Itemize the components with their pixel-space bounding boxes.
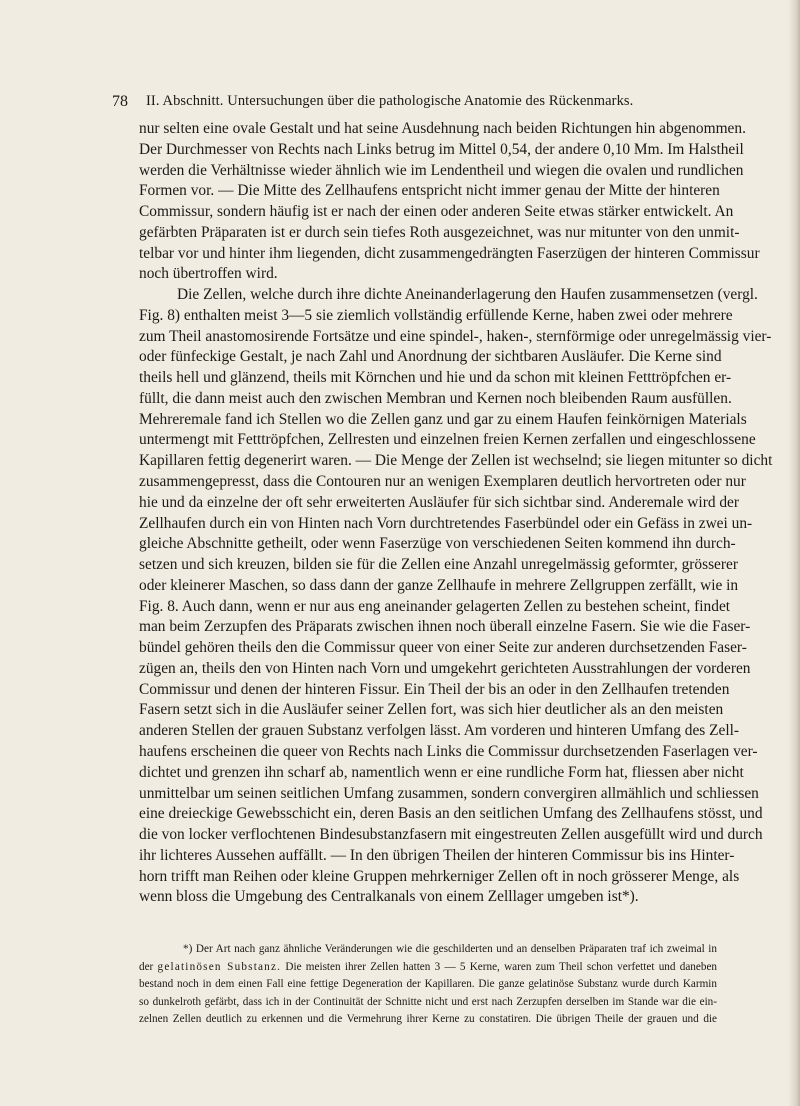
text-line: zügen an, theils den von Hinten nach Vorn und umgekehrt gerichteten Ausstrahlungen der vorderen: [139, 659, 751, 677]
text-line: Formen vor. — Die Mitte des Zellhaufens entspricht nicht immer genau der Mitte der hinteren: [139, 182, 720, 200]
text-line: eine dreieckige Gewebsschicht ein, deren Basis an den seitlichen Umfang des Zellhaufens stösst, und: [139, 805, 763, 823]
footnote-line: [139, 959, 717, 977]
footnote-line: [139, 941, 717, 959]
text-line: Fasern setzt sich in die Ausläufer seiner Zellen fort, was sich hier deutlicher als an den meisten: [139, 701, 724, 719]
text-line: zum Theil anastomosirende Fortsätze und eine spindel-, haken-, sternförmige oder unregelmässig vier-: [139, 327, 772, 345]
text-line: haufens erscheinen die queer von Rechts nach Links die Commissur durchsetzenden Faserlagen ver-: [139, 742, 758, 760]
footnote-line: so dunkelroth gefärbt, dass ich in der Continuität der Schnitte nicht und erst nach Zerzupfen derselben im Stande war die ein-: [139, 995, 717, 1008]
running-title: II. Abschnitt. Untersuchungen über die pathologische Anatomie des Rückenmarks.: [146, 93, 634, 109]
text-line: Zellhaufen durch ein von Hinten nach Vorn durchtretendes Faserbündel oder ein Gefäss in zwei un-: [139, 514, 753, 532]
page-number: 78: [112, 93, 128, 110]
text-line: Commissur und denen der hinteren Fissur. Ein Theil der bis an oder in den Zellhaufen tretenden: [139, 680, 730, 698]
text-line: telbar vor und hinter ihm liegenden, dicht zusammengedrängten Faserzügen der hinteren Commissur: [139, 244, 760, 262]
footnote-emphasis: gelatinösen Substanz.: [157, 960, 282, 973]
text-line: Commissur, sondern häufig ist er nach der einen oder anderen Seite etwas stärker entwickelt. An: [139, 203, 734, 221]
text-line: gefärbten Präparaten ist er durch sein tiefes Roth ausgezeichnet, was nur mitunter von den unmit-: [139, 223, 740, 241]
footnote-line: bestand noch in dem einen Fall eine fettige Degeneration der Kapillaren. Die ganze gelatinöse Substanz wurde durch Karmin: [139, 978, 717, 991]
text-line: Kapillaren fettig degenerirt waren. — Die Menge der Zellen ist wechselnd; sie liegen mitunter so dicht: [139, 452, 773, 470]
text-line: Fig. 8. Auch dann, wenn er nur aus eng aneinander gelagerten Zellen zu bestehen scheint, findet: [139, 597, 731, 615]
text-line: unmittelbar um seinen seitlichen Umfang zusammen, sondern convergiren allmählich und schliessen: [139, 784, 759, 802]
text-line: dichtet und grenzen ihn scharf ab, namentlich wenn er eine rundliche Form hat, fliessen aber nicht: [139, 763, 744, 781]
footnote-line: zelnen Zellen deutlich zu erkennen und die Vermehrung ihrer Kerne zu constatiren. Die übrigen Theile der grauen und die: [139, 1013, 717, 1026]
text-line: Der Durchmesser von Rechts nach Links betrug im Mittel 0,54, der andere 0,10 Mm. Im Halstheil: [139, 140, 744, 158]
footnote-text: Der Art nach ganz ähnliche Veränderungen wie die geschilderten und an denselben Präparaten traf ich zweimal in: [195, 943, 717, 955]
text-line: theils hell und glänzend, theils mit Körnchen und hie und da schon mit kleinen Fetttröpfchen er-: [139, 369, 732, 387]
page-edge-shadow: [788, 0, 800, 1106]
text-line: oder fünfeckige Gestalt, je nach Zahl und Anordnung der sichtbaren Ausläufer. Die Kerne sind: [139, 348, 722, 366]
text-line: zusammengepresst, dass die Contouren nur an wenigen Exemplaren deutlich hervortreten oder nur: [139, 473, 746, 491]
text-line: nur selten eine ovale Gestalt und hat seine Ausdehnung nach beiden Richtungen hin abgenommen.: [139, 120, 746, 137]
footnote-marker: *): [183, 943, 193, 955]
text-line: Mehreremale fand ich Stellen wo die Zellen ganz und gar zu einem Haufen feinkörnigen Materials: [139, 410, 747, 428]
text-line: Die Zellen, welche durch ihre dichte Aneinanderlagerung den Haufen zusammensetzen (vergl.: [177, 286, 758, 304]
text-line: noch übertroffen wird.: [139, 265, 278, 283]
text-line: ihr lichteres Aussehen auffällt. — In den übrigen Theilen der hinteren Commissur bis ins Hinter-: [139, 846, 735, 864]
body-text: [139, 119, 773, 908]
text-line: oder kleinerer Maschen, so dass dann der ganze Zellhaufe in mehrere Zellgruppen zerfällt, wie in: [139, 576, 739, 594]
text-line: werden die Verhältnisse wieder ähnlich wie im Lendentheil und wiegen die ovalen und rundlichen: [139, 161, 744, 179]
text-line: untermengt mit Fetttröpfchen, Zellresten und einzelnen freien Kernen zerfallen und eingeschlossene: [139, 431, 756, 449]
text-line: füllt, die dann meist auch den zwischen Membran und Kernen noch bleibenden Raum ausfüllen.: [139, 389, 732, 407]
text-line: hie und da einzelne der oft sehr erweiterten Ausläufer für sich sichtbar sind. Anderemale wird der: [139, 493, 740, 511]
text-line: man beim Zerzupfen des Präparats zwischen ihnen noch überall einzelne Fasern. Sie wie die Faser-: [139, 618, 751, 636]
text-line: anderen Stellen der grauen Substanz verfolgen lässt. Am vorderen und hinteren Umfang des Zell-: [139, 722, 740, 740]
footnote-text: der: [139, 960, 154, 973]
text-line: horn trifft man Reihen oder kleine Gruppen mehrkerniger Zellen oft in noch grösserer Menge, als: [139, 867, 740, 885]
running-head: [112, 93, 716, 117]
text-line: die von locker verflochtenen Bindesubstanzfasern mit eingestreuten Zellen ausgefüllt wird und durch: [139, 826, 763, 844]
footnote: [139, 941, 717, 1029]
text-line: wenn bloss die Umgebung des Centralkanals von einem Zelllager umgeben ist*).: [139, 888, 639, 906]
text-line: Fig. 8) enthalten meist 3—5 sie ziemlich vollständig erfüllende Kerne, haben zwei oder mehrere: [139, 306, 733, 324]
text-line: gleiche Abschnitte getheilt, oder wenn Faserzüge von verschiedenen Seiten kommend ihn durch-: [139, 535, 736, 553]
footnote-text: Die meisten ihrer Zellen hatten 3 — 5 Kerne, waren zum Theil schon verfettet und daneben: [285, 960, 717, 973]
text-line: setzen und sich kreuzen, bilden sie für die Zellen eine Anzahl unregelmässig geformter, grösserer: [139, 556, 738, 574]
text-line: bündel gehören theils den die Commissur queer von einer Seite zur anderen durchsetzenden Faser-: [139, 639, 747, 657]
